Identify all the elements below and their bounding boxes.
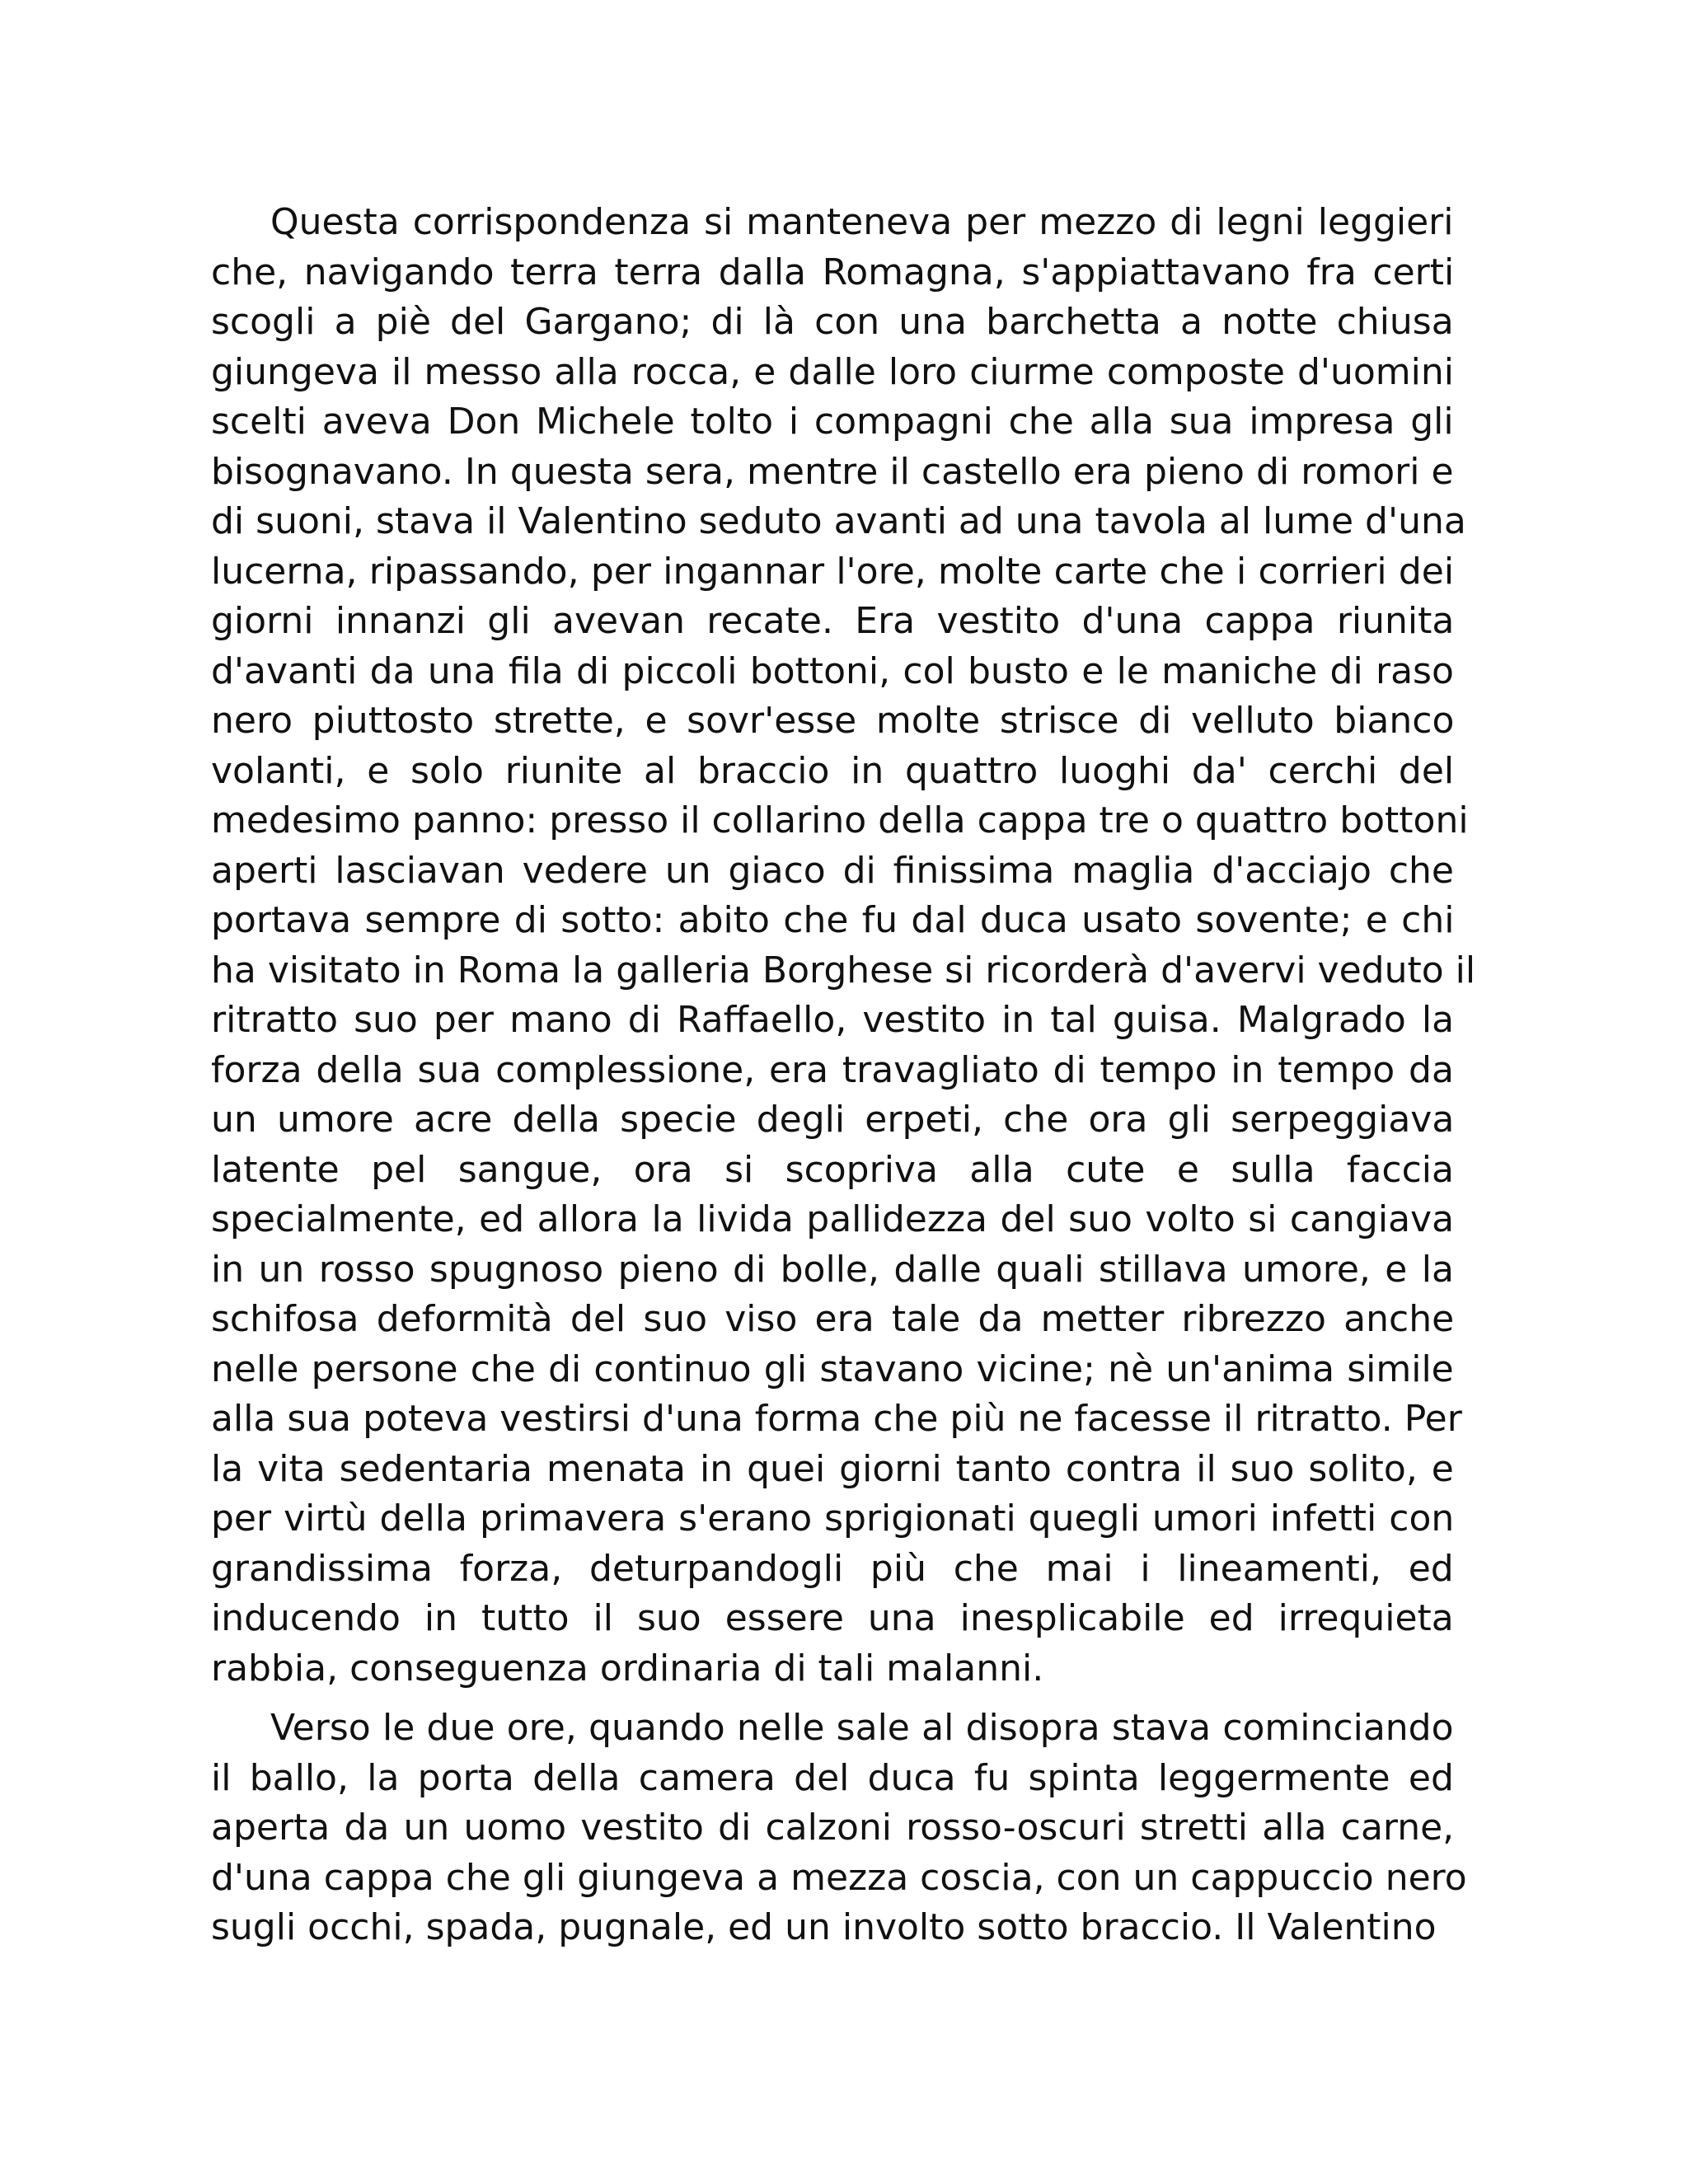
text-line: che, navigando terra terra dalla Romagna, s'appiattavano fra certi: [211, 251, 1455, 293]
text-line: inducendo in tutto il suo essere una inesplicabile ed irrequieta: [211, 1597, 1454, 1639]
text-line: scogli a piè del Gargano; di là con una barchetta a notte chiusa: [211, 301, 1454, 343]
text-line: Verso le due ore, quando nelle sale al disopra stava cominciando: [270, 1707, 1454, 1749]
text-line: giungeva il messo alla rocca, e dalle loro ciurme composte d'uomini: [211, 350, 1455, 393]
text-line: portava sempre di sotto: abito che fu dal duca usato sovente; e chi: [211, 899, 1455, 941]
text-line: ha visitato in Roma la galleria Borghese si ricorderà d'avervi veduto il: [211, 949, 1476, 991]
text-line: forza della sua complessione, era travagliato di tempo in tempo da: [211, 1048, 1454, 1091]
text-line: il ballo, la porta della camera del duca fu spinta leggermente ed: [211, 1756, 1454, 1799]
text-line: la vita sedentaria menata in quei giorni tanto contra il suo solito, e: [211, 1447, 1454, 1490]
text-line: di suoni, stava il Valentino seduto avanti ad una tavola al lume d'una: [211, 500, 1466, 542]
paragraph: [211, 198, 1476, 1694]
text-line: nelle persone che di continuo gli stavano vicine; nè un'anima simile: [211, 1347, 1454, 1390]
paragraph: [211, 1704, 1467, 1953]
text-line: ritratto suo per mano di Raffaello, vestito in tal guisa. Malgrado la: [211, 999, 1455, 1041]
text-line: giorni innanzi gli avevan recate. Era vestito d'una cappa riunita: [211, 600, 1455, 642]
text-line: per virtù della primavera s'erano sprigionati quegli umori infetti con: [211, 1497, 1455, 1540]
text-line: bisognavano. In questa sera, mentre il castello era pieno di romori e: [211, 450, 1454, 493]
text-line: alla sua poteva vestirsi d'una forma che più ne facesse il ritratto. Per: [211, 1398, 1462, 1440]
body-text: [211, 198, 1476, 1953]
text-line: lucerna, ripassando, per ingannar l'ore, molte carte che i corrieri dei: [211, 550, 1455, 593]
text-line: medesimo panno: presso il collarino della cappa tre o quattro bottoni: [211, 799, 1469, 841]
text-line: nero piuttosto strette, e sovr'esse molte strisce di velluto bianco: [211, 700, 1455, 742]
text-line: Questa corrispondenza si manteneva per mezzo di legni leggieri: [270, 201, 1454, 243]
text-line: specialmente, ed allora la livida pallidezza del suo volto si cangiava: [211, 1198, 1455, 1240]
text-line: d'avanti da una fila di piccoli bottoni, col busto e le maniche di raso: [211, 649, 1454, 692]
text-line: sugli occhi, spada, pugnale, ed un involto sotto braccio. Il Valentino: [211, 1906, 1437, 1948]
text-line: latente pel sangue, ora si scopriva alla cute e sulla faccia: [211, 1148, 1454, 1191]
text-line: aperta da un uomo vestito di calzoni rosso-oscuri stretti alla carne,: [211, 1807, 1455, 1849]
text-line: volanti, e solo riunite al braccio in quattro luoghi da' cerchi del: [211, 749, 1455, 792]
text-line: scelti aveva Don Michele tolto i compagni che alla sua impresa gli: [211, 401, 1454, 443]
text-line: rabbia, conseguenza ordinaria di tali malanni.: [211, 1647, 1044, 1690]
text-line: grandissima forza, deturpandogli più che mai i lineamenti, ed: [211, 1547, 1454, 1590]
text-line: d'una cappa che gli giungeva a mezza coscia, con un cappuccio nero: [211, 1856, 1467, 1899]
text-line: un umore acre della specie degli erpeti, che ora gli serpeggiava: [211, 1099, 1455, 1141]
text-line: aperti lasciavan vedere un giaco di finissima maglia d'acciajo che: [211, 849, 1454, 892]
text-line: in un rosso spugnoso pieno di bolle, dalle quali stillava umore, e la: [211, 1248, 1454, 1291]
text-line: schifosa deformità del suo viso era tale da metter ribrezzo anche: [211, 1298, 1455, 1340]
